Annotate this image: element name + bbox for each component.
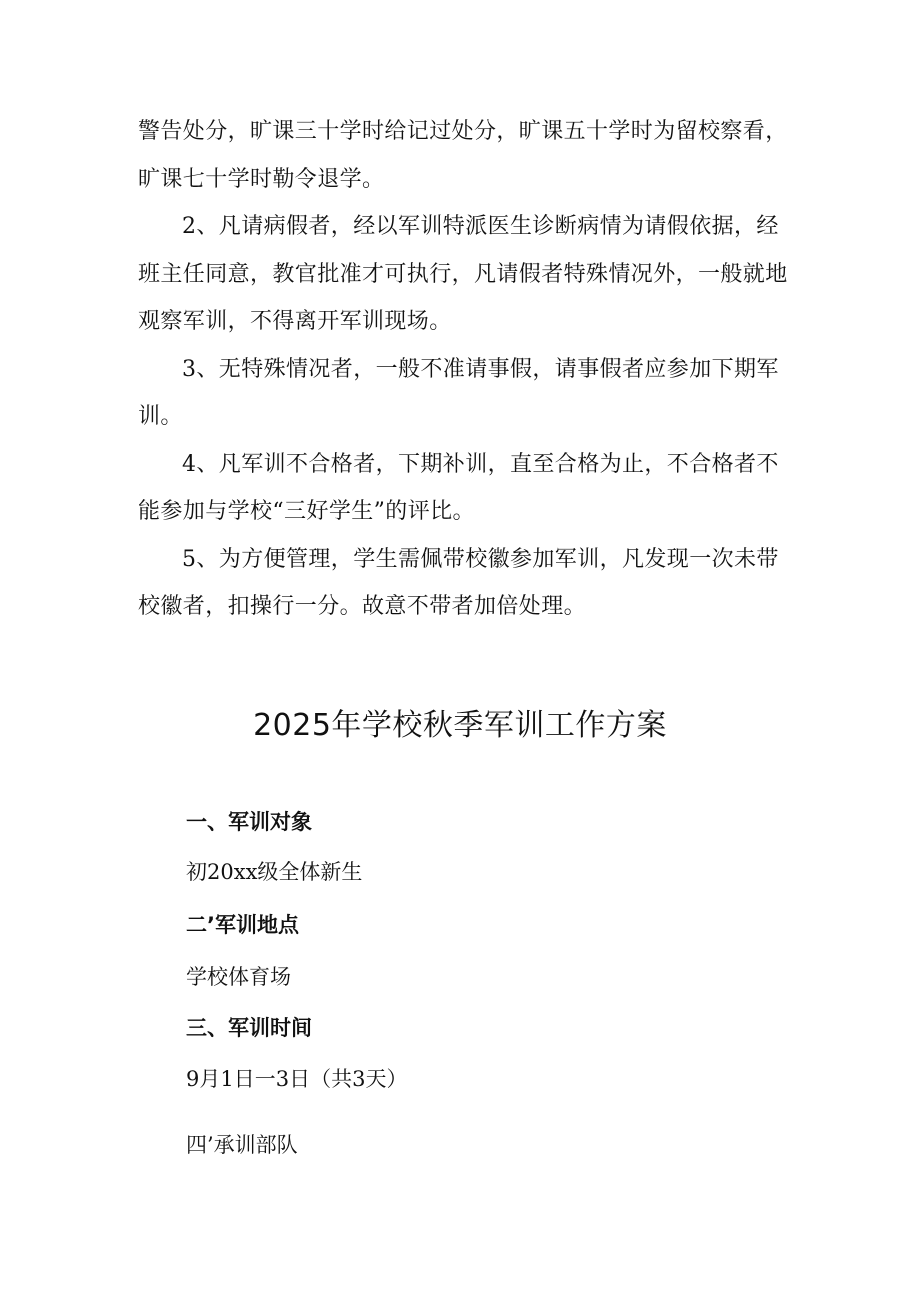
section-1-content: 初20xx级全体新生 [186, 860, 363, 884]
paragraph-rule-5: 5、为方便管理，学生需佩带校徽参加军训，凡发现一次未带校徽者，扣操行一分。故意不带者加倍处理。 [138, 546, 779, 619]
paragraph-rule-4: 4、凡军训不合格者，下期补训，直至合格为止，不合格者不能参加与学校“三好学生”的评比。 [138, 451, 779, 524]
document-title: 2025年学校秋季军训工作方案 [253, 708, 667, 743]
rules-text-block [138, 108, 798, 631]
section-4-heading: 四’承训部队 [186, 1133, 298, 1157]
section-2-heading: 二’军训地点 [186, 913, 299, 937]
paragraph-rule-3: 3、无特殊情况者，一般不准请事假，请事假者应参加下期军训。 [138, 356, 779, 429]
section-3-content: 9月1日一3日（共3天） [186, 1067, 408, 1091]
section-3-heading: 三、军训时间 [186, 1016, 312, 1040]
paragraph-rule-2: 2、凡请病假者，经以军训特派医生诊断病情为请假依据，经班主任同意，教官批准才可执行，凡请假者特殊情况外，一般就地观察军训，不得离开军训现场。 [138, 214, 788, 334]
section-1-heading: 一、军训对象 [186, 810, 312, 834]
section-2-content: 学校体育场 [186, 965, 291, 989]
paragraph-absence-penalties: 警告处分，旷课三十学时给记过处分，旷课五十学时为留校察看，旷课七十学时勒令退学。 [138, 119, 788, 192]
